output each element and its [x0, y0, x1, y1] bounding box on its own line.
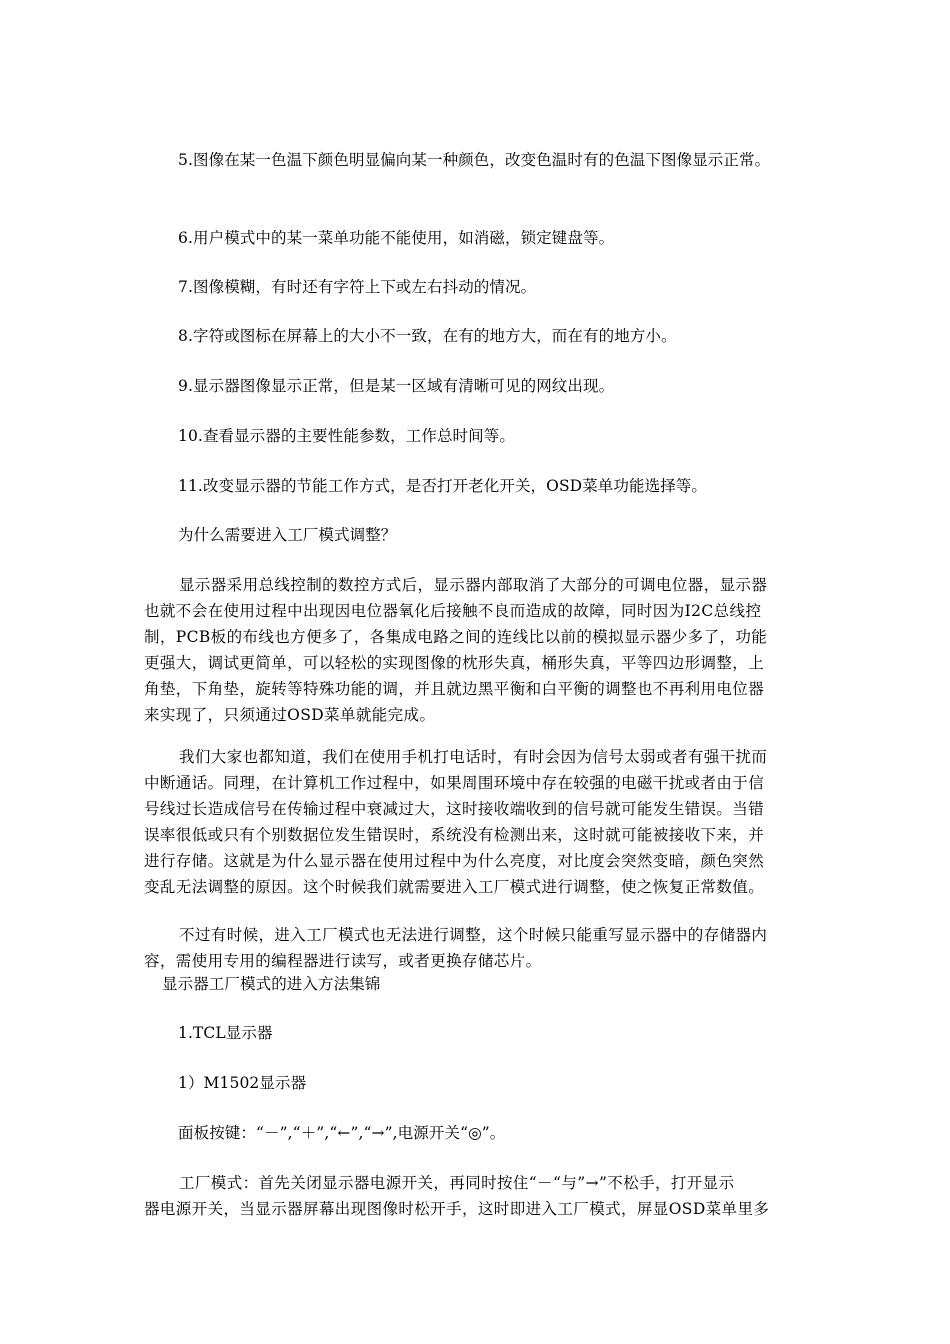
paragraph-line: 制，PCB板的布线也方便多了，各集成电路之间的连线比以前的模拟显示器少多了，功能	[144, 628, 768, 646]
paragraph-line: 变乱无法调整的原因。这个时候我们就需要进入工厂模式进行调整，使之恢复正常数值。	[144, 878, 765, 896]
paragraph-bus-control	[144, 572, 816, 728]
paragraph-line: 容，需使用专用的编程器进行读写，或者更换存储芯片。	[144, 952, 542, 970]
paragraph-line: 误率很低或只有个别数据位发生错误时，系统没有检测出来，这时就可能被接收下来，并	[144, 826, 765, 844]
list-item: 10.查看显示器的主要性能参数，工作总时间等。	[178, 427, 515, 445]
paragraph-line: 更强大，调试更简单，可以轻松的实现图像的枕形失真，桶形失真，平等四边形调整，上	[144, 654, 765, 672]
paragraph-memory-rewrite	[144, 922, 816, 974]
paragraph-line: 工厂模式：首先关闭显示器电源开关，再同时按住“－“与”→”不松手，打开显示	[179, 1174, 735, 1192]
paragraph-line: 角垫，下角垫，旋转等特殊功能的调，并且就边黑平衡和白平衡的调整也不再利用电位器	[144, 680, 765, 698]
paragraph-line: 中断通话。同理，在计算机工作过程中，如果周围环境中存在较强的电磁干扰或者由于信	[144, 774, 765, 792]
model-heading: 1）M1502显示器	[178, 1074, 307, 1092]
list-item: 6.用户模式中的某一菜单功能不能使用，如消磁，锁定键盘等。	[178, 229, 615, 247]
paragraph-factory-mode	[144, 1170, 816, 1222]
paragraph-line: 显示器采用总线控制的数控方式后，显示器内部取消了大部分的可调电位器，显示器	[179, 576, 768, 594]
paragraph-line: 号线过长造成信号在传输过程中衰减过大，这时接收端收到的信号就可能发生错误。当错	[144, 800, 765, 818]
paragraph-line: 器电源开关，当显示器屏幕出现图像时松开手，这时即进入工厂模式，屏显OSD菜单里多	[144, 1200, 770, 1218]
paragraph-interference	[144, 744, 816, 900]
paragraph-line: 也就不会在使用过程中出现因电位器氧化后接触不良而造成的故障，同时因为I2C总线控	[144, 602, 762, 620]
paragraph-line: 不过有时候，进入工厂模式也无法进行调整，这个时候只能重写显示器中的存储器内	[179, 926, 768, 944]
paragraph-line: 我们大家也都知道，我们在使用手机打电话时，有时会因为信号太弱或者有强干扰而	[179, 748, 768, 766]
paragraph-line: 进行存储。这就是为什么显示器在使用过程中为什么亮度，对比度会突然变暗，颜色突然	[144, 852, 765, 870]
brand-heading: 1.TCL显示器	[178, 1024, 273, 1042]
section-title: 显示器工厂模式的进入方法集锦	[162, 975, 381, 993]
list-item: 11.改变显示器的节能工作方式，是否打开老化开关，OSD菜单功能选择等。	[178, 477, 708, 495]
list-item: 7.图像模糊，有时还有字符上下或左右抖动的情况。	[178, 278, 537, 296]
list-item: 8.字符或图标在屏幕上的大小不一致，在有的地方大，而在有的地方小。	[178, 327, 677, 345]
panel-keys-text: 面板按键：“－”,“＋”,“←”,“→”,电源开关“◎”。	[178, 1124, 506, 1142]
list-item: 9.显示器图像显示正常，但是某一区域有清晰可见的网纹出现。	[178, 377, 615, 395]
paragraph-line: 来实现了，只须通过OSD菜单就能完成。	[144, 706, 436, 724]
list-item: 5.图像在某一色温下颜色明显偏向某一种颜色，改变色温时有的色温下图像显示正常。	[178, 151, 771, 169]
question-heading: 为什么需要进入工厂模式调整？	[178, 526, 397, 544]
